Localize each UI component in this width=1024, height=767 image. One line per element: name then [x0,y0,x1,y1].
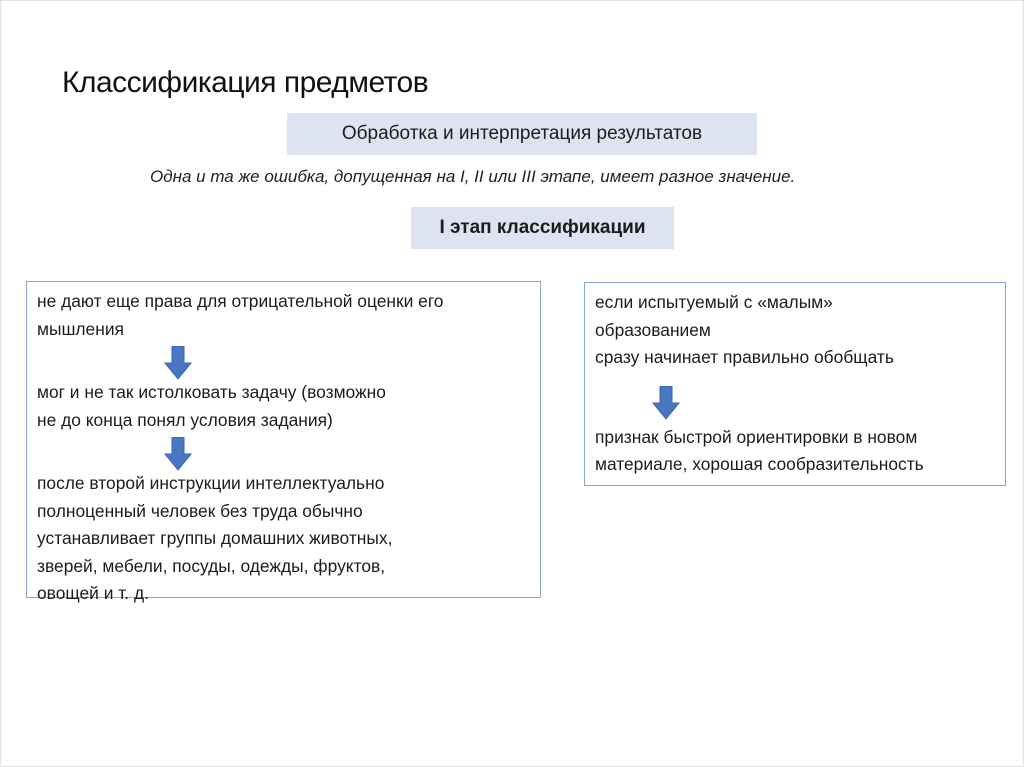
down-arrow-icon [163,437,193,471]
left-block-2: мог и не так истолковать задачу (возможно не до конца понял условия задания) [37,382,386,430]
right-block-1: если испытуемый с «малым» образованием сразу начинает правильно обобщать [595,292,894,367]
arrow-row [37,343,532,379]
italic-note: Одна и та же ошибка, допущенная на I, II или III этапе, имеет разное значение. [150,167,796,186]
left-panel [26,281,541,603]
arrow-row [595,372,997,424]
subtitle-box: Обработка и интерпретация результатов [287,113,757,155]
down-arrow-icon [651,386,681,420]
right-panel [584,282,1006,486]
down-arrow-icon [163,346,193,380]
stage-label-box: I этап классификации [411,207,674,249]
left-block-1: не дают еще права для отрицательной оценки его мышления [37,291,444,339]
arrow-row [37,434,532,470]
slide-title: Классификация предметов [62,66,429,99]
left-block-3: после второй инструкции интеллектуально полноценный человек без труда обычно устанавливает группы домашних животных, зверей, мебели, посуды, одежды, фруктов, овощей и т. д. [37,473,393,603]
right-block-2: признак быстрой ориентировки в новом материале, хорошая сообразительность [595,426,924,474]
